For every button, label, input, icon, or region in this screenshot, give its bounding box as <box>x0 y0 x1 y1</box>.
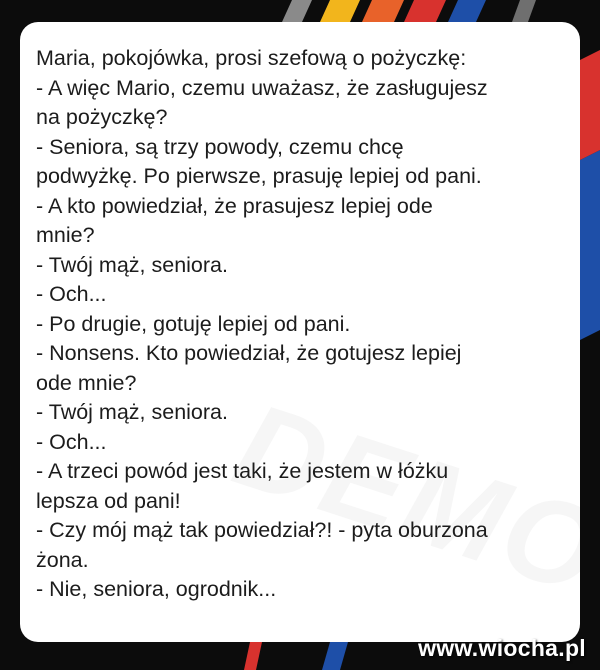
joke-line: - Twój mąż, seniora. <box>36 400 228 424</box>
stripe-red-right <box>580 50 600 160</box>
stripe-gray <box>282 0 312 22</box>
joke-line: - Twój mąż, seniora. <box>36 252 228 277</box>
stripe-yellow <box>320 0 360 22</box>
joke-line: na pożyczkę? <box>36 105 168 129</box>
joke-line: ode mnie? <box>36 370 137 395</box>
stripe-blue-right <box>580 150 600 340</box>
stripe-gray-right <box>512 0 536 22</box>
joke-line: lepsza od pani! <box>36 488 181 513</box>
joke-line: - Och... <box>36 429 107 454</box>
stripe-orange <box>362 0 404 22</box>
joke-line: - Czy mój mąż tak powiedział?! - pyta oburzona <box>36 518 488 542</box>
joke-line: podwyżkę. Po pierwsze, prasuję lepiej od pani. <box>36 164 482 188</box>
stripe-blue-bottom <box>322 642 348 670</box>
site-watermark-logo: www.wiocha.pl <box>418 635 586 661</box>
joke-card <box>20 22 580 642</box>
stripe-red <box>404 0 446 22</box>
joke-line: - Och... <box>36 282 107 306</box>
joke-line: - A kto powiedział, że prasujesz lepiej ode <box>36 193 433 218</box>
joke-line: żona. <box>36 547 89 572</box>
stripe-red-bottom <box>244 642 262 670</box>
joke-line: - Nonsens. Kto powiedział, że gotujesz lepiej <box>36 341 462 365</box>
joke-line: - A trzeci powód jest taki, że jestem w łóżku <box>36 459 449 483</box>
joke-line: - A więc Mario, czemu uważasz, że zasługujesz <box>36 75 488 100</box>
joke-line: - Nie, seniora, ogrodnik... <box>36 577 277 601</box>
joke-line: Maria, pokojówka, prosi szefową o pożyczkę: <box>36 46 467 70</box>
stripe-blue <box>448 0 486 22</box>
joke-line: - Po drugie, gotuję lepiej od pani. <box>36 311 351 336</box>
joke-line: mnie? <box>36 223 95 247</box>
joke-line: - Seniora, są trzy powody, czemu chcę <box>36 134 404 159</box>
